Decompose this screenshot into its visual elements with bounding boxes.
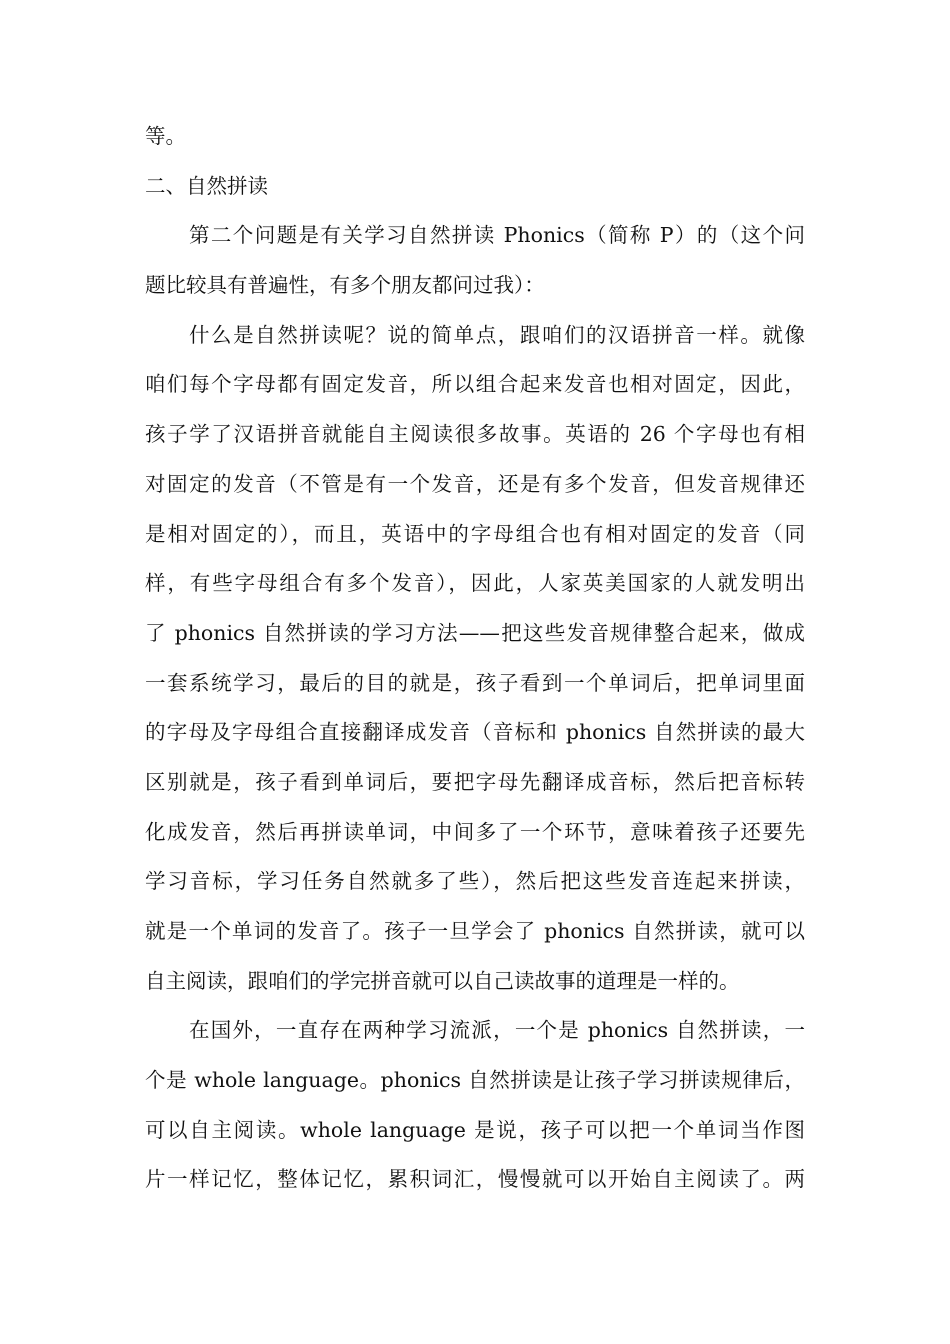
text-line: 就是一个单词的发音了。孩子一旦学会了 phonics 自然拼读，就可以 bbox=[145, 919, 805, 943]
text-line: 等。 bbox=[145, 124, 186, 148]
text-line: 区别就是，孩子看到单词后，要把字母先翻译成音标，然后把音标转 bbox=[145, 769, 805, 794]
text-line: 个是 whole language。phonics 自然拼读是让孩子学习拼读规律后， bbox=[145, 1068, 805, 1093]
text-line: 样，有些字母组合有多个发音），因此，人家英美国家的人就发明出 bbox=[145, 571, 805, 596]
document-body bbox=[145, 112, 805, 1205]
text-line: 一套系统学习，最后的目的就是，孩子看到一个单词后，把单词里面 bbox=[145, 670, 805, 695]
text-line: 的字母及字母组合直接翻译成发音（音标和 phonics 自然拼读的最大 bbox=[145, 720, 805, 745]
text-line: 化成发音，然后再拼读单词，中间多了一个环节，意味着孩子还要先 bbox=[145, 819, 805, 844]
text-line: 在国外，一直存在两种学习流派，一个是 phonics 自然拼读，一 bbox=[189, 1018, 805, 1043]
text-line: 自主阅读，跟咱们的学完拼音就可以自己读故事的道理是一样的。 bbox=[145, 968, 740, 993]
text-line: 片一样记忆，整体记忆，累积词汇，慢慢就可以开始自主阅读了。两 bbox=[145, 1167, 805, 1192]
text-line: 学习音标，学习任务自然就多了些），然后把这些发音连起来拼读， bbox=[145, 869, 805, 894]
section-heading: 二、自然拼读 bbox=[145, 173, 268, 198]
text-line: 可以自主阅读。whole language 是说，孩子可以把一个单词当作图 bbox=[145, 1117, 805, 1142]
text-line: 对固定的发音（不管是有一个发音，还是有多个发音，但发音规律还 bbox=[145, 471, 805, 496]
text-line: 了 phonics 自然拼读的学习方法——把这些发音规律整合起来，做成 bbox=[145, 620, 805, 645]
text-line: 孩子学了汉语拼音就能自主阅读很多故事。英语的 26 个字母也有相 bbox=[145, 422, 805, 447]
text-line: 题比较具有普遍性，有多个朋友都问过我）： bbox=[145, 273, 545, 298]
text-line: 是相对固定的），而且，英语中的字母组合也有相对固定的发音（同 bbox=[145, 521, 805, 546]
text-line: 什么是自然拼读呢？说的简单点，跟咱们的汉语拼音一样。就像 bbox=[189, 322, 805, 347]
text-line: 咱们每个字母都有固定发音，所以组合起来发音也相对固定，因此， bbox=[145, 372, 805, 397]
text-line: 第二个问题是有关学习自然拼读 Phonics（简称 P）的（这个问 bbox=[189, 223, 805, 248]
